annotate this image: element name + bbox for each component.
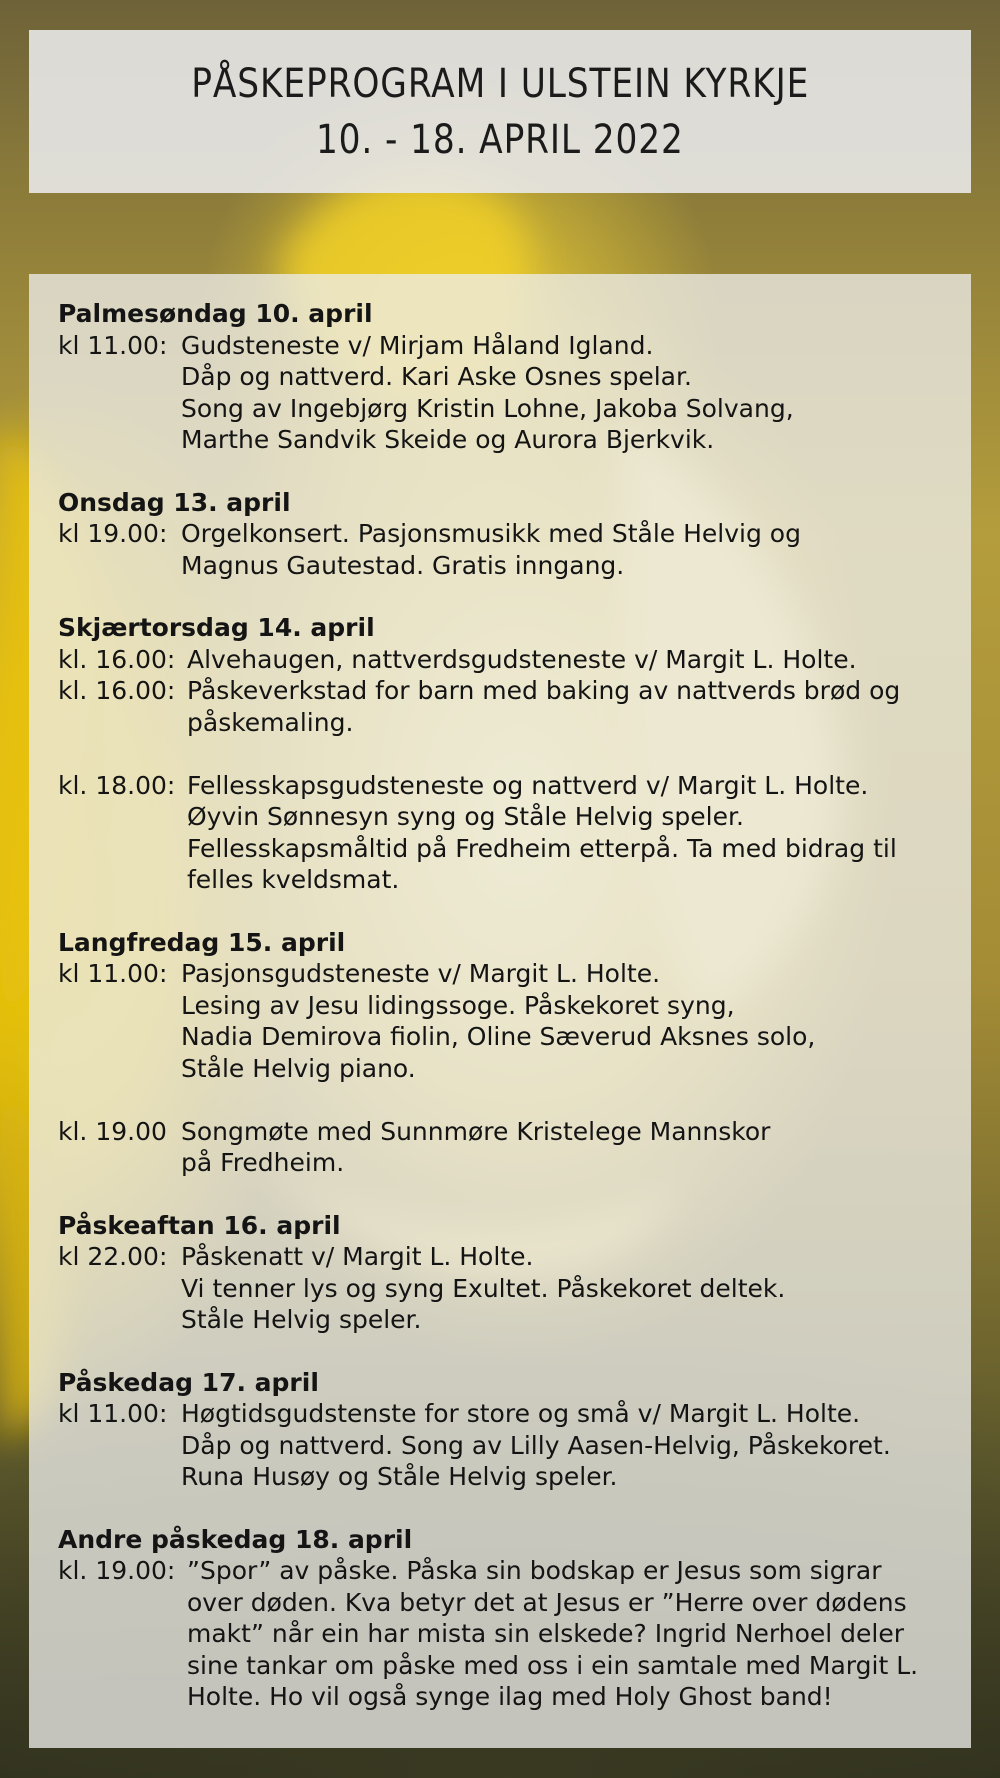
- schedule-entry: [58, 1241, 971, 1336]
- description-line: på Fredheim.: [181, 1148, 345, 1177]
- description-line: Påskeverkstad for barn med baking av nattverds brød og: [187, 676, 901, 705]
- description-line: Runa Husøy og Ståle Helvig speler.: [181, 1462, 618, 1491]
- description-line: over døden. Kva betyr det at Jesus er ”Herre over dødens: [187, 1587, 907, 1617]
- day-title: Skjærtorsdag 14. april: [58, 613, 375, 642]
- program-schedule: [29, 274, 971, 1748]
- day-section-andre-paskedag: [58, 1524, 971, 1713]
- entry-time: kl. 16.00:: [58, 676, 176, 705]
- day-title: Onsdag 13. april: [58, 487, 291, 517]
- day-section-langfredag: [58, 927, 971, 1179]
- schedule-entry: [58, 770, 971, 896]
- description-line: Holte. Ho vil også synge ilag med Holy Ghost band!: [187, 1682, 833, 1711]
- description-line: Fellesskapsmåltid på Fredheim etterpå. Ta med bidrag til: [187, 833, 897, 863]
- description-line: ”Spor” av påske. Påska sin bodskap er Jesus som sigrar: [187, 1556, 882, 1585]
- entry-time: kl 11.00:: [58, 330, 168, 360]
- description-line: Nadia Demirova fiolin, Oline Sæverud Aksnes solo,: [181, 1022, 816, 1051]
- schedule-entry: [58, 1116, 971, 1179]
- description-line: Songmøte med Sunnmøre Kristelege Mannskor: [181, 1116, 771, 1146]
- day-section-onsdag: [58, 487, 971, 582]
- entry-description: [181, 1116, 770, 1179]
- schedule-entry: [58, 675, 971, 738]
- description-line: Ståle Helvig speler.: [181, 1305, 422, 1334]
- entry-description: [187, 770, 897, 896]
- day-title: Påskedag 17. april: [58, 1367, 319, 1397]
- entry-time: kl. 19.00: [58, 1116, 167, 1146]
- entry-description: [187, 1555, 918, 1713]
- description-line: Pasjonsgudsteneste v/ Margit L. Holte.: [181, 959, 661, 988]
- schedule-entry: [58, 1555, 971, 1713]
- entry-time: kl 11.00:: [58, 959, 168, 988]
- description-line: Vi tenner lys og syng Exultet. Påskekoret deltek.: [181, 1273, 786, 1303]
- entry-description: [181, 1241, 785, 1336]
- program-title: PÅSKEPROGRAM I ULSTEIN KYRKJE: [191, 60, 809, 107]
- description-line: makt” når ein har mista sin elskede? Ingrid Nerhoel deler: [187, 1619, 905, 1648]
- description-line: Fellesskapsgudsteneste og nattverd v/ Margit L. Holte.: [187, 770, 869, 800]
- day-title: Palmesøndag 10. april: [58, 299, 373, 328]
- entry-time: kl. 18.00:: [58, 770, 176, 800]
- description-line: påskemaling.: [187, 707, 354, 737]
- day-section-palmesondag: [58, 298, 971, 456]
- entry-description: [181, 518, 801, 581]
- entry-time: kl 11.00:: [58, 1399, 168, 1428]
- entry-description: [187, 675, 900, 738]
- title-banner: [29, 30, 971, 193]
- description-line: Påskenatt v/ Margit L. Holte.: [181, 1242, 534, 1271]
- entry-time: kl 22.00:: [58, 1242, 168, 1271]
- description-line: Høgtidsgudstenste for store og små v/ Margit L. Holte.: [181, 1399, 861, 1428]
- program-date-range: 10. - 18. APRIL 2022: [316, 116, 684, 163]
- entry-time: kl. 16.00:: [58, 644, 176, 674]
- description-line: sine tankar om påske med oss i ein samtale med Margit L.: [187, 1650, 919, 1680]
- entry-time: kl. 19.00:: [58, 1556, 176, 1585]
- description-line: felles kveldsmat.: [187, 865, 400, 894]
- entry-description: [181, 1398, 891, 1493]
- description-line: Dåp og nattverd. Song av Lilly Aasen-Helvig, Påskekoret.: [181, 1430, 891, 1460]
- day-title: Påskeaftan 16. april: [58, 1210, 341, 1240]
- day-title: Andre påskedag 18. april: [58, 1524, 413, 1554]
- description-line: Lesing av Jesu lidingssoge. Påskekoret syng,: [181, 990, 735, 1020]
- description-line: Song av Ingebjørg Kristin Lohne, Jakoba Solvang,: [181, 393, 794, 423]
- schedule-entry: [58, 958, 971, 1084]
- schedule-entry: [58, 518, 971, 581]
- day-section-skjaertorsdag: [58, 612, 971, 896]
- entry-description: [187, 644, 857, 676]
- description-line: Gudsteneste v/ Mirjam Håland Igland.: [181, 330, 654, 360]
- entry-description: [181, 958, 815, 1084]
- schedule-entry: [58, 1398, 971, 1493]
- description-line: Magnus Gautestad. Gratis inngang.: [181, 550, 625, 580]
- day-section-paskedag: [58, 1367, 971, 1493]
- schedule-entry: [58, 330, 971, 456]
- description-line: Marthe Sandvik Skeide og Aurora Bjerkvik.: [181, 425, 715, 454]
- description-line: Orgelkonsert. Pasjonsmusikk med Ståle Helvig og: [181, 519, 801, 548]
- schedule-entry: [58, 644, 971, 676]
- day-section-paskeaftan: [58, 1210, 971, 1336]
- entry-time: kl 19.00:: [58, 519, 168, 548]
- description-line: Ståle Helvig piano.: [181, 1053, 416, 1083]
- description-line: Dåp og nattverd. Kari Aske Osnes spelar.: [181, 362, 692, 391]
- entry-description: [181, 330, 794, 456]
- description-line: Øyvin Sønnesyn syng og Ståle Helvig speler.: [187, 802, 744, 831]
- description-line: Alvehaugen, nattverdsgudsteneste v/ Margit L. Holte.: [187, 644, 857, 674]
- day-title: Langfredag 15. april: [58, 927, 346, 957]
